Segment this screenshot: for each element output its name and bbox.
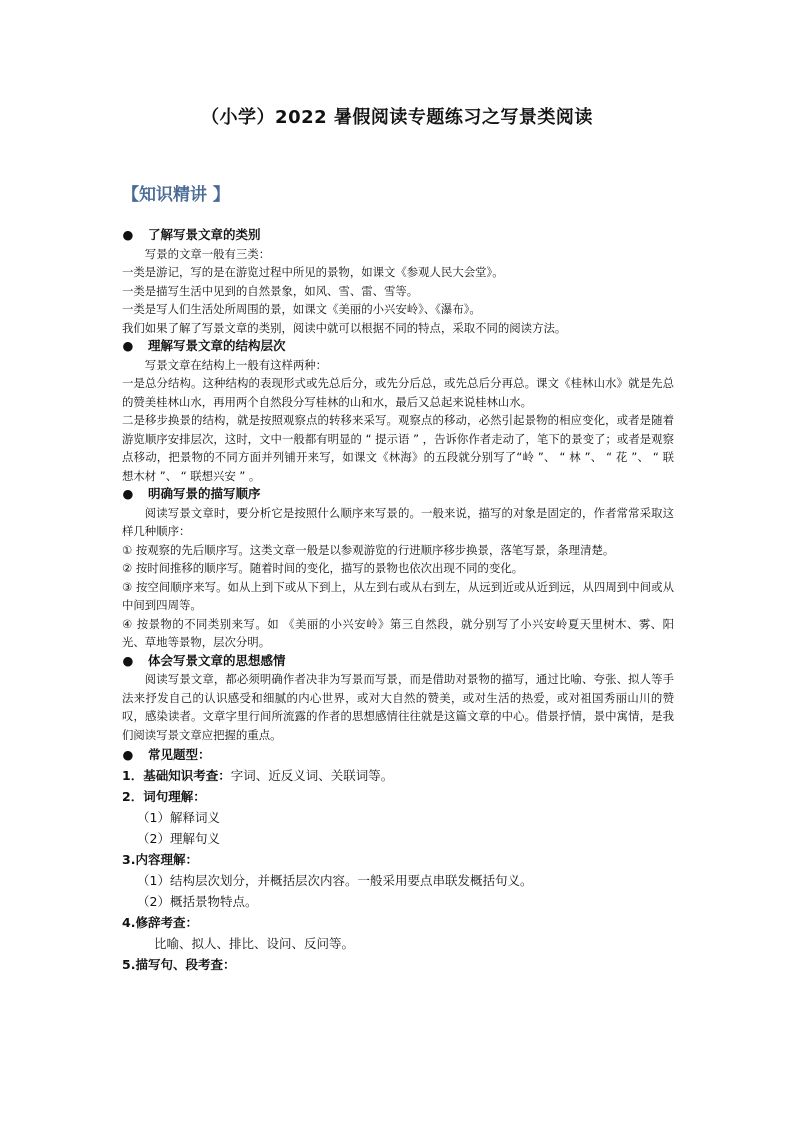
question-sub-item: （2）概括景物特点。	[137, 893, 258, 909]
paragraph: ① 按观察的先后顺序写。这类文章一般是以参观游览的行进顺序移步换景，落笔写景，条理清楚。	[122, 542, 615, 557]
question-type	[122, 765, 674, 786]
bullet-dot-icon: ●	[122, 652, 134, 668]
document-body	[122, 226, 674, 975]
section-heading: 【知识精讲 】	[122, 185, 230, 205]
paragraph: 写景的文章一般有三类：	[144, 246, 271, 261]
paragraph: 一类是写人们生活处所周围的景，如课文《美丽的小兴安岭》、《瀑布》。	[122, 302, 481, 316]
paragraph: ④ 按景物的不同类别来写。如 《美丽的小兴安岭》第三自然段，就分别写了小兴安岭夏天里树木、雾、阳光、草地等景物，层次分明。	[122, 616, 674, 649]
question-type-detail: 字词、近反义词、关联词等。	[230, 767, 394, 783]
bullet-title: 明确写景的描写顺序	[148, 486, 261, 501]
paragraph: 我们如果了解了写景文章的类别，阅读中就可以根据不同的特点，采取不同的阅读方法。	[122, 320, 567, 335]
bullet-dot-icon: ●	[122, 227, 134, 242]
question-sub-item: （1）结构层次划分，并概括层次内容。一般采用要点串联发概括句义。	[137, 872, 533, 888]
document-title: （小学）2022 暑假阅读专题练习之写景类阅读	[201, 107, 593, 128]
bullet-dot-icon: ●	[122, 747, 134, 762]
paragraph: ② 按时间推移的顺序写。随着时间的变化，描写的景物也依次出现不同的变化。	[122, 561, 524, 575]
bullet-dot-icon: ●	[122, 486, 134, 501]
bullet-heading	[122, 652, 674, 671]
question-sub-item: （2）理解句义	[137, 830, 220, 846]
bullet-title: 了解写景文章的类别	[148, 227, 261, 242]
paragraph: 二是移步换景的结构，就是按照观察点的转移来采写。观察点的移动，必然引起景物的相应变化，或者是随着游览顺序安排层次，这时，文中一般都有明显的 “ 提示语 ” ，告诉你作者走动了，笔下的景变了；或者是观察点移动，把景物的不同方面并列铺开来写，如课文《林海》的五段就分别写了“岭 ”、 “ 林 ”、 “ 花 ”、 “ 联想木材 ”、 “ 联想兴安 ” 。	[122, 413, 674, 483]
question-type-label: 3.内容理解：	[122, 851, 198, 867]
bullet-title: 体会写景文章的思想感情	[148, 652, 286, 668]
bullet-title: 理解写景文章的结构层次	[148, 338, 286, 353]
paragraph: 阅读写景文章时，要分析它是按照什么顺序来写景的。一般来说，描写的对象是固定的，作者常常采取这样几种顺序：	[122, 505, 674, 538]
bullet-heading	[122, 337, 674, 356]
question-sub-item: （1）解释词义	[137, 809, 220, 825]
question-type-label: 5.描写句、段考查：	[122, 956, 236, 972]
bullet-title: 常见题型：	[148, 747, 211, 762]
bullet-dot-icon: ●	[122, 338, 134, 353]
paragraph: 一类是描写生活中见到的自然景象，如风、雪、雷、雪等。	[122, 283, 419, 298]
bullet-heading	[122, 226, 674, 245]
paragraph: 一是总分结构。这种结构的表现形式或先总后分，或先分后总，或先总后分再总。课文《桂林山水》就是先总的赞美桂林山水，再用两个自然段分写桂林的山和水，最后又总起来说桂林山水。	[122, 376, 674, 409]
question-type-label: 1．基础知识考查：	[122, 767, 231, 783]
paragraph: ③ 按空间顺序来写。如从上到下或从下到上，从左到右或从右到左，从远到近或从近到远，从四周到中间或从中间到四周等。	[122, 579, 674, 612]
bullet-heading	[122, 746, 674, 765]
question-sub-item: 比喻、拟人、排比、设问、反问等。	[154, 935, 355, 951]
question-type-label: 2．词句理解：	[122, 788, 206, 804]
bullet-heading	[122, 485, 674, 504]
paragraph: 阅读写景文章，都必须明确作者决非为写景而写景，而是借助对景物的描写，通过比喻、夸张、拟人等手法来抒发自己的认识感受和细腻的内心世界，或对大自然的赞美，或对生活的热爱，或对祖国秀丽山川的赞叹，感染读者。文章字里行间所流露的作者的思想感情往往就是这篇文章的中心。借景抒情，景中寓情，是我们阅读写景文章应把握的重点。	[122, 672, 674, 742]
question-type-label: 4.修辞考查：	[122, 914, 198, 930]
paragraph: 一类是游记，写的是在游览过程中所见的景物，如课文《参观人民大会堂》。	[122, 265, 504, 279]
paragraph: 写景文章在结构上一般有这样两种：	[144, 357, 328, 372]
